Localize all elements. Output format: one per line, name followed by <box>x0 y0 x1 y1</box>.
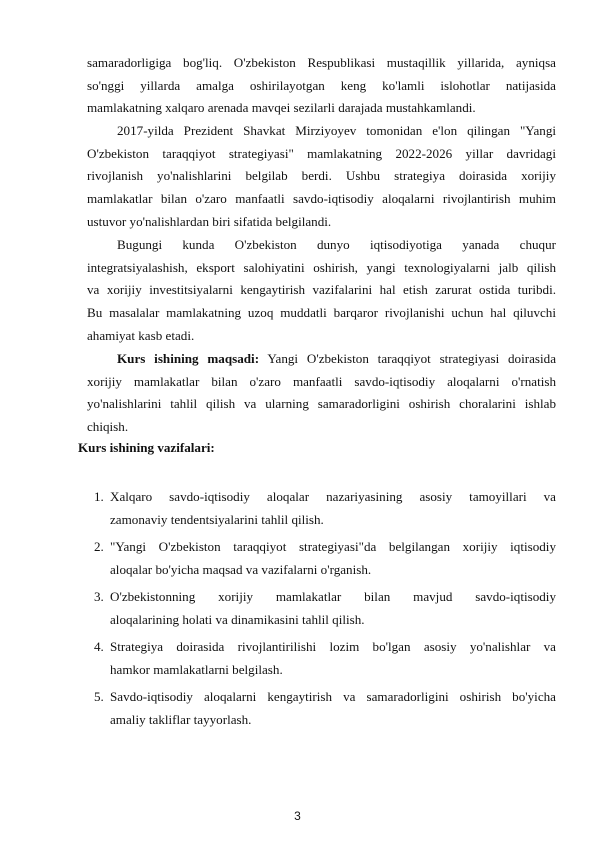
text-line: Xalqaro savdo-iqtisodiy aloqalar nazariyasining asosiy tamoyillari va <box>110 489 556 504</box>
text-line: yo'nalishlarini tahlil qilish va ularning samaradorligini oshirish choralarini ishlab <box>87 396 556 412</box>
text-line: amaliy takliflar tayyorlash. <box>110 711 252 727</box>
text-line: hamkor mamlakatlarni belgilash. <box>110 661 283 677</box>
paragraph-3 <box>87 234 556 348</box>
list-number: 1. <box>94 489 104 504</box>
text-line: samaradorligiga bog'liq. O'zbekiston Respublikasi mustaqillik yillarida, ayniqsa <box>87 55 556 70</box>
text-line: va xorijiy investitsiyalarni kengaytirish vazifalarini hal etish zarurat ostida turibdi. <box>87 282 556 298</box>
bold-lead: Kurs ishining maqsadi: <box>117 351 260 366</box>
text-line: Kurs ishining maqsadi: Yangi O'zbekiston taraqqiyot strategiyasi doirasida <box>117 351 557 366</box>
text-line: so'nggi yillarda amalga oshirilayotgan keng ko'lamli islohotlar natijasida <box>87 77 556 93</box>
list-item <box>94 686 556 731</box>
text-line: Bugungi kunda O'zbekiston dunyo iqtisodiyotiga yanada chuqur <box>117 237 556 252</box>
text-line: rivojlanish yo'nalishlarini belgilab berdi. Ushbu strategiya doirasida xorijiy <box>87 168 556 184</box>
list-number: 5. <box>94 689 104 704</box>
text-line: integratsiyalashish, eksport salohiyatini oshirish, yangi texnologiyalarni jalb qilish <box>87 259 556 275</box>
page-number: 3 <box>294 809 301 823</box>
list-number: 3. <box>94 589 104 604</box>
text-line: aloqalar bo'yicha maqsad va vazifalarni o'rganish. <box>110 561 372 577</box>
list-item <box>94 636 556 681</box>
text-line: "Yangi O'zbekiston taraqqiyot strategiyasi"da belgilangan xorijiy iqtisodiy <box>110 539 556 554</box>
list-number: 2. <box>94 539 104 554</box>
text-line: 2017-yilda Prezident Shavkat Mirziyoyev tomonidan e'lon qilingan "Yangi <box>117 123 556 138</box>
text-line: zamonaviy tendentsiyalarini tahlil qilish. <box>110 511 324 527</box>
text-line: ustuvor yo'nalishlardan biri sifatida belgilandi. <box>87 213 332 229</box>
tasks-heading: Kurs ishining vazifalari: <box>78 440 215 455</box>
text-line: xorijiy mamlakatlar bilan o'zaro manfaatli savdo-iqtisodiy aloqalarni o'rnatish <box>87 373 556 389</box>
list-item <box>94 486 556 531</box>
text-line: Bu masalalar mamlakatning uzoq muddatli barqaror rivojlanishi uchun hal qiluvchi <box>87 305 556 321</box>
text-line: aloqalarining holati va dinamikasini tahlil qilish. <box>110 611 365 627</box>
paragraph-1 <box>87 52 556 120</box>
list-item <box>94 586 556 631</box>
text-line: O'zbekistonning xorijiy mamlakatlar bilan mavjud savdo-iqtisodiy <box>110 589 556 604</box>
text-line: ahamiyat kasb etadi. <box>87 327 195 343</box>
text-line: chiqish. <box>87 419 129 435</box>
text-line: mamlakatning xalqaro arenada mavqei sezilarli darajada mustahkamlandi. <box>87 100 476 116</box>
text-line: O'zbekiston taraqqiyot strategiyasi" mamlakatning 2022-2026 yillar davridagi <box>87 145 556 161</box>
paragraph-4 <box>87 348 556 439</box>
paragraph-2 <box>87 120 556 234</box>
text-line: Strategiya doirasida rivojlantirilishi lozim bo'lgan asosiy yo'nalishlar va <box>110 639 556 654</box>
list-item <box>94 536 556 581</box>
list-number: 4. <box>94 639 104 654</box>
text-line: Savdo-iqtisodiy aloqalarni kengaytirish va samaradorligini oshirish bo'yicha <box>110 689 556 704</box>
text-line: mamlakatlar bilan o'zaro manfaatli savdo-iqtisodiy aloqalarni rivojlantirish muhim <box>87 191 556 207</box>
